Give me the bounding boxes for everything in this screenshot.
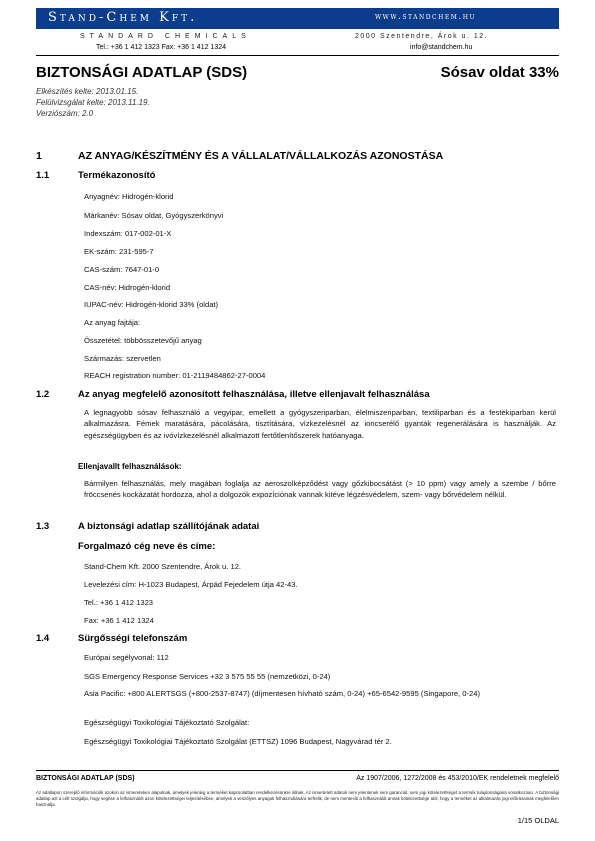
supplier-mailing-address: Levelezési cím: H-1023 Budapest, Árpád Fejedelem útja 42-43. bbox=[84, 580, 298, 589]
emergency-line-sgs: SGS Emergency Response Services +32 3 575 55 55 (nemzetközi, 0-24) bbox=[84, 672, 331, 681]
field-cas-name: CAS-név: Hidrogén-klorid bbox=[84, 283, 171, 292]
subsection-number: 1.3 bbox=[36, 521, 50, 532]
toxicology-service-label: Egészségügyi Toxikológiai Tájékoztató Szolgálat: bbox=[84, 718, 250, 727]
subsection-title: Az anyag megfelelő azonosított felhasználása, illetve ellenjavalt felhasználása bbox=[78, 389, 430, 400]
contraindicated-uses-paragraph: Bármilyen felhasználás, mely magában foglalja az aeroszolképződést vagy gőzkibocsátást (> 10 ppm) vagy amely a szembe / bőrre fröccsenés kockázatát hordozza, ahol a dolgozók expozíciónak vannak kitéve légzésvédelem, szem- vagy bőrvédelem nélkül. bbox=[84, 479, 556, 500]
subsection-title: Sürgősségi telefonszám bbox=[78, 633, 188, 644]
field-composition: Összetétel: többösszetevőjű anyag bbox=[84, 336, 202, 345]
company-name: Stand-Chem Kft. bbox=[48, 10, 198, 25]
contraindicated-uses-label: Ellenjavallt felhasználások: bbox=[78, 462, 182, 471]
company-website[interactable]: www.standchem.hu bbox=[375, 12, 477, 22]
version-number: Verziószám: 2.0 bbox=[36, 109, 94, 118]
revised-date: Felülvizsgálat kelte: 2013.11.19. bbox=[36, 98, 150, 107]
footer-divider bbox=[36, 770, 559, 771]
emergency-line-asia: Asia Pacific: +800 ALERTSGS (+800-2537-8747) (díjmentesen hívható szám, 0-24) +65-6542-9595 (Singapore, 0-24) bbox=[84, 689, 481, 698]
field-brand-name: Márkanév: Sósav oldat, Gyógyszerkönyvi bbox=[84, 211, 224, 220]
supplier-address: Stand-Chem Kft. 2000 Szentendre, Árok u. 12. bbox=[84, 562, 242, 571]
header-divider bbox=[36, 55, 559, 56]
product-name: Sósav oldat 33% bbox=[440, 64, 559, 81]
distributor-heading: Forgalmazó cég neve és címe: bbox=[78, 541, 216, 552]
section-title: AZ ANYAG/KÉSZÍTMÉNY ÉS A VÁLLALAT/VÁLLALKOZÁS AZONOSTÁSA bbox=[78, 150, 444, 162]
field-substance-name: Anyagnév: Hidrogén-klorid bbox=[84, 192, 174, 201]
company-address: 2000 Szentendre, Árok u. 12. bbox=[355, 33, 489, 40]
footer-disclaimer: Az adatlapon szereplő információk azokon az ismereteken alapulnak, amelyek jelenleg a terméket kapcsolatban rendelkezésünkre állnak. Az ismertetett adatok nem jelentenek sem garanciát, sem jogi kötelezettséget a termék tulajdonságaira vonatkozóan. A biztonsági adatlap azt a célt szolgálja, hogy segítse a felhasználót azon kötelezettségei teljesítésében, amelyek a veszélyes anyagok felhasználására terhelik, de nem mentesíti a felhasználót annak kötelezettsége alól, hogy a terméket az alkalmazás jogi előírásainak megfelelően használja. bbox=[36, 790, 559, 808]
subsection-number: 1.1 bbox=[36, 170, 50, 181]
company-tagline: STANDARD CHEMICALS bbox=[80, 33, 251, 40]
company-phone-fax: Tel.: +36 1 412 1323 Fax: +36 1 412 1324 bbox=[96, 44, 226, 51]
emergency-line-eu: Európai segélyvonal: 112 bbox=[84, 653, 169, 662]
field-origin: Származás: szervetlen bbox=[84, 354, 161, 363]
footer-title: BIZTONSÁGI ADATLAP (SDS) bbox=[36, 775, 135, 782]
company-email[interactable]: info@standchem.hu bbox=[410, 44, 473, 51]
identified-uses-paragraph: A legnagyobb sósav felhasználó a vegyipar, emellett a gyógyszeriparban, élelmiszeriparban, textiliparban és a festékiparban kerül alkalmazásra. Fémek maratására, pácolására, tisztítására, vízkezelésnél az ioncserélő gyanták regenerálására is használják. Az egészségügyben és az ivóvízkezelésnél alkalmazott fertőtlenítőszerek hatóanyaga. bbox=[84, 408, 556, 440]
supplier-fax: Fax: +36 1 412 1324 bbox=[84, 616, 154, 625]
subsection-title: Termékazonosító bbox=[78, 170, 156, 181]
field-reach-number: REACH registration number: 01-2119484862-27-0004 bbox=[84, 371, 266, 380]
section-number: 1 bbox=[36, 150, 42, 162]
field-iupac-name: IUPAC-név: Hidrogén-klorid 33% (oldat) bbox=[84, 300, 219, 309]
created-date: Elkészítés kelte: 2013.01.15. bbox=[36, 87, 139, 96]
field-substance-type: Az anyag fajtája: bbox=[84, 318, 141, 327]
page-number: 1/15 OLDAL bbox=[517, 816, 559, 825]
footer-regulation: Az 1907/2006, 1272/2008 és 453/2010/EK rendeletnek megfelelő bbox=[356, 775, 559, 782]
field-cas-number: CAS-szám: 7647-01-0 bbox=[84, 265, 160, 274]
subsection-number: 1.4 bbox=[36, 633, 50, 644]
subsection-title: A biztonsági adatlap szállítójának adatai bbox=[78, 521, 260, 532]
subsection-number: 1.2 bbox=[36, 389, 50, 400]
document-title: BIZTONSÁGI ADATLAP (SDS) bbox=[36, 64, 248, 81]
field-ec-number: EK-szám: 231-595-7 bbox=[84, 247, 154, 256]
toxicology-service-address: Egészségügyi Toxikológiai Tájékoztató Szolgálat (ETTSZ) 1096 Budapest, Nagyvárad tér 2. bbox=[84, 737, 392, 746]
field-index-number: Indexszám: 017-002-01-X bbox=[84, 229, 172, 238]
supplier-phone: Tel.: +36 1 412 1323 bbox=[84, 598, 154, 607]
